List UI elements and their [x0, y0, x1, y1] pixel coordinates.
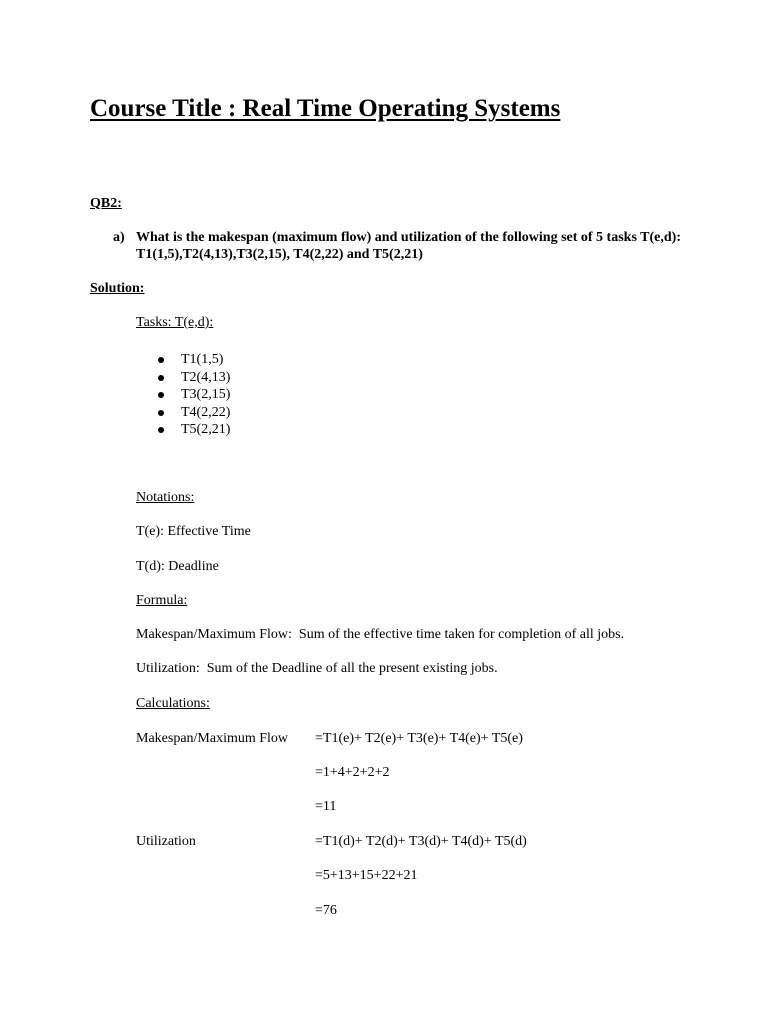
calc-makespan-label: Makespan/Maximum Flow: [136, 731, 289, 746]
formula-heading: Formula:: [136, 593, 188, 608]
list-item: [158, 421, 230, 439]
notations-heading: Notations:: [136, 490, 195, 505]
calc-utilization-step2: =5+13+15+22+21: [315, 868, 418, 883]
question-line-1: What is the makespan (maximum flow) and utilization of the following set of 5 tasks T(e,d):: [136, 230, 681, 245]
calc-utilization-result: =76: [315, 903, 337, 918]
solution-label: Solution:: [90, 281, 145, 296]
task-label: T5(2,21): [181, 422, 231, 437]
formula-utilization: Utilization: Sum of the Deadline of all the present existing jobs.: [136, 661, 498, 676]
task-label: T3(2,15): [181, 387, 231, 402]
formula-makespan: Makespan/Maximum Flow: Sum of the effective time taken for completion of all jobs.: [136, 627, 625, 642]
list-item: [158, 351, 230, 369]
calculations-heading: Calculations:: [136, 696, 210, 711]
task-label: T1(1,5): [181, 352, 224, 367]
calc-makespan-result: =11: [315, 799, 337, 814]
calc-utilization-step1: =T1(d)+ T2(d)+ T3(d)+ T4(d)+ T5(d): [315, 834, 527, 849]
calc-utilization-label: Utilization: [136, 834, 196, 849]
list-item: [158, 386, 230, 404]
notation-deadline: T(d): Deadline: [136, 559, 219, 574]
bullet-icon: [158, 375, 164, 381]
tasks-list: [158, 351, 230, 439]
list-item: [158, 404, 230, 422]
bullet-icon: [158, 357, 164, 363]
calc-makespan-step2: =1+4+2+2+2: [315, 765, 390, 780]
calc-makespan-step1: =T1(e)+ T2(e)+ T3(e)+ T4(e)+ T5(e): [315, 731, 523, 746]
bullet-icon: [158, 427, 164, 433]
course-title: Course Title : Real Time Operating Systems: [90, 95, 561, 122]
task-label: T2(4,13): [181, 369, 231, 385]
section-label: QB2:: [90, 196, 122, 211]
notation-effective-time: T(e): Effective Time: [136, 524, 251, 539]
bullet-icon: [158, 392, 164, 398]
question-line-2: T1(1,5),T2(4,13),T3(2,15), T4(2,22) and T5(2,21): [136, 247, 423, 262]
task-label: T4(2,22): [181, 404, 231, 420]
list-item: [158, 369, 230, 387]
tasks-heading: Tasks: T(e,d):: [136, 315, 214, 330]
question-marker: a): [113, 230, 125, 245]
bullet-icon: [158, 410, 164, 416]
